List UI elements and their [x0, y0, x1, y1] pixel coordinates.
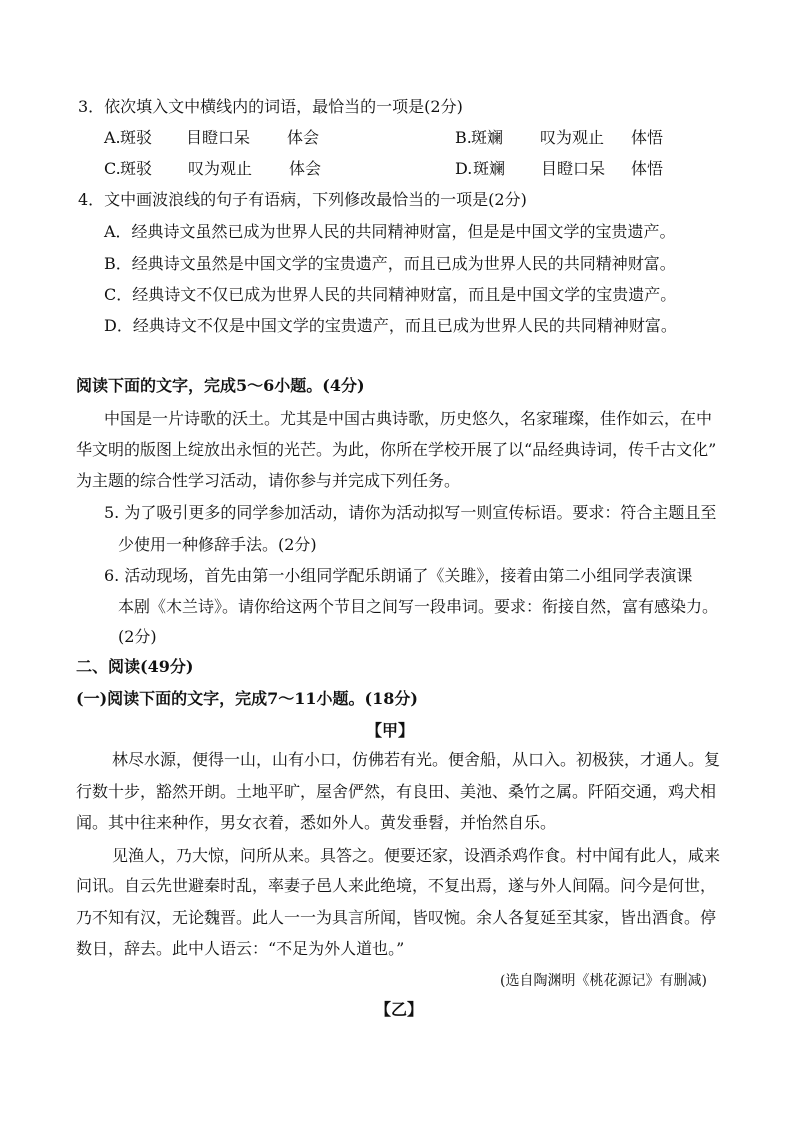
passage-line: 乃不知有汉，无论魏晋。此人一一为具言所闻，皆叹惋。余人各复延至其家，皆出酒食。停: [76, 908, 717, 927]
q4-option-c: C．经典诗文不仅已成为世界人民的共同精神财富，而且是中国文学的宝贵遗产。: [104, 285, 677, 304]
option-word-3: 体悟: [631, 128, 664, 147]
passage-line: 行数十步，豁然开朗。土地平旷，屋舍俨然，有良田、美池、桑竹之属。阡陌交通，鸡犬相: [76, 782, 717, 801]
option-word-3: 体悟: [631, 159, 664, 178]
q4-option-d: D．经典诗文不仅是中国文学的宝贵遗产，而且已成为世界人民的共同精神财富。: [104, 316, 677, 335]
option-label: A.: [104, 128, 121, 147]
q5-line: 少使用一种修辞手法。(2分): [118, 535, 317, 554]
option-word-3: 体会: [287, 128, 320, 147]
option-label: D.: [455, 159, 473, 178]
passage-line: 闻。其中往来种作，男女衣着，悉如外人。黄发垂髫，并怡然自乐。: [76, 813, 557, 832]
passage-line: 为主题的综合性学习活动，请你参与并完成下列任务。: [76, 471, 461, 490]
q4-option-b: B．经典诗文虽然是中国文学的宝贵遗产，而且已成为世界人民的共同精神财富。: [104, 254, 676, 273]
q3-stem: 3．依次填入文中横线内的词语，最恰当的一项是(2分): [78, 97, 463, 116]
passage-line: 林尽水源，便得一山，山有小口，仿佛若有光。便舍船，从口入。初极狭，才通人。复: [112, 750, 721, 769]
section-2-heading: 二、阅读(49分): [76, 657, 194, 676]
source-note: (选自陶渊明《桃花源记》有删减): [500, 973, 707, 989]
q4-stem: 4．文中画波浪线的句子有语病，下列修改最恰当的一项是(2分): [78, 190, 527, 209]
passage-line: 数日，辞去。此中人语云：“不足为外人道也。”: [76, 939, 405, 958]
q6-line: 6. 活动现场，首先由第一小组同学配乐朗诵了《关雎》，接着由第二小组同学表演课: [104, 566, 693, 585]
q5-line: 5. 为了吸引更多的同学参加活动，请你为活动拟写一则宣传标语。要求：符合主题且至: [104, 503, 717, 522]
option-word-3: 体会: [289, 159, 322, 178]
option-word-2: 目瞪口呆: [541, 159, 606, 178]
section-2-subheading: (一)阅读下面的文字，完成7～11小题。(18分): [76, 689, 418, 708]
reading-5-6-heading: 阅读下面的文字，完成5～6小题。(4分): [76, 376, 365, 395]
q4-option-a: A．经典诗文虽然已成为世界人民的共同精神财富，但是是中国文学的宝贵遗产。: [104, 222, 676, 241]
option-word-1: 斑驳: [120, 159, 153, 178]
q6-line: 本剧《木兰诗》。请你给这两个节目之间写一段串词。要求：衔接自然，富有感染力。: [118, 597, 719, 616]
passage-line: 中国是一片诗歌的沃土。尤其是中国古典诗歌，历史悠久，名家璀璨，佳作如云，在中: [104, 409, 713, 428]
option-word-1: 斑斓: [473, 159, 506, 178]
q6-line: (2分): [118, 627, 157, 646]
option-word-1: 斑斓: [471, 128, 504, 147]
option-word-2: 目瞪口呆: [186, 128, 251, 147]
option-word-2: 叹为观止: [188, 159, 253, 178]
yi-title: 【乙】: [375, 1000, 424, 1019]
jia-title: 【甲】: [366, 721, 415, 740]
passage-line: 见渔人，乃大惊，问所从来。具答之。便要还家，设酒杀鸡作食。村中闻有此人，咸来: [112, 846, 721, 865]
option-word-1: 斑驳: [120, 128, 153, 147]
option-label: C.: [104, 159, 121, 178]
option-label: B.: [455, 128, 472, 147]
passage-line: 华文明的版图上绽放出永恒的光芒。为此，你所在学校开展了以“品经典诗词，传千古文化”: [76, 440, 717, 459]
option-word-2: 叹为观止: [540, 128, 605, 147]
passage-line: 问讯。自云先世避秦时乱，率妻子邑人来此绝境，不复出焉，遂与外人间隔。问今是何世，: [76, 876, 717, 895]
